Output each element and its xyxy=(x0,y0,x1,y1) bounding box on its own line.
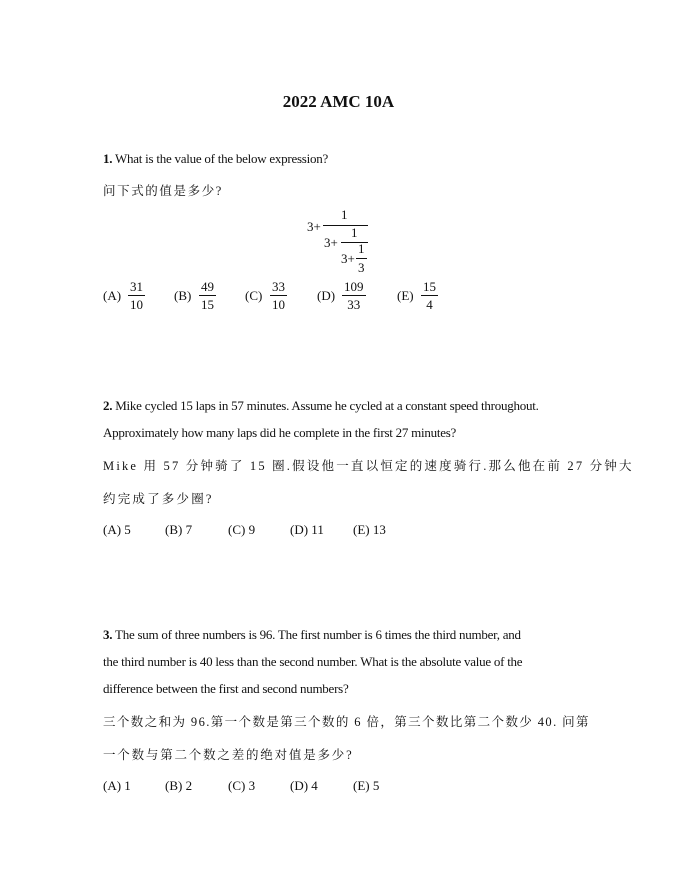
question-2-text-1: Mike cycled 15 laps in 57 minutes. Assume he cycled at a constant speed throughout. xyxy=(115,398,539,413)
choice-e-fraction xyxy=(421,280,438,311)
q2-choice-d: (D) 11 xyxy=(290,522,324,537)
choice-c-numerator: 33 xyxy=(272,279,285,294)
cf-denominator-3: 3 xyxy=(358,260,365,275)
choice-c-denominator: 10 xyxy=(272,297,285,312)
cf-numerator-2: 1 xyxy=(351,225,358,240)
q2-choice-b: (B) 7 xyxy=(165,522,193,537)
question-3-number: 3. xyxy=(103,627,113,642)
choice-b-numerator: 49 xyxy=(201,279,214,294)
question-3-line-2: the third number is 40 less than the second number. What is the absolute value of the xyxy=(103,654,523,669)
choice-d-numerator: 109 xyxy=(344,279,364,294)
choice-d-fraction xyxy=(342,280,366,311)
choice-e-label: (E) xyxy=(397,288,414,303)
choice-a-denominator: 10 xyxy=(130,297,143,312)
q3-choice-e: (E) 5 xyxy=(353,778,380,793)
q2-choice-a: (A) 5 xyxy=(103,522,131,537)
question-1-text xyxy=(103,151,328,167)
choice-c-fraction xyxy=(270,280,287,311)
choice-b-denominator: 15 xyxy=(201,297,214,312)
choice-b-label: (B) xyxy=(174,288,192,303)
cf-bar-3 xyxy=(356,258,367,259)
choice-b-fraction xyxy=(199,280,216,311)
cf-term-2: 3+ xyxy=(324,235,338,250)
question-1-number: 1. xyxy=(103,151,113,166)
q3-choice-b: (B) 2 xyxy=(165,778,193,793)
question-3-line-1 xyxy=(103,627,521,643)
choice-c-label: (C) xyxy=(245,288,263,303)
cf-bar-1 xyxy=(323,225,368,226)
choice-d-denominator: 33 xyxy=(347,297,361,312)
question-2-chinese-2: 约完成了多少圈? xyxy=(103,492,214,506)
choice-e-numerator: 15 xyxy=(423,279,436,294)
choice-a-label: (A) xyxy=(103,288,122,303)
cf-term-1: 3+ xyxy=(307,219,321,234)
question-3-chinese-1: 三个数之和为 96.第一个数是第三个数的 6 倍，第三个数比第二个数少 40. 问第 xyxy=(103,715,590,729)
page-title: 2022 AMC 10A xyxy=(282,92,395,111)
cf-numerator-3: 1 xyxy=(358,241,365,256)
choice-a-fraction xyxy=(128,280,145,311)
question-3-text-1: The sum of three numbers is 96. The first number is 6 times the third number, and xyxy=(115,627,521,642)
q3-choice-a: (A) 1 xyxy=(103,778,131,793)
choice-e-denominator: 4 xyxy=(426,297,433,312)
question-1-chinese: 问下式的值是多少? xyxy=(103,184,223,198)
cf-numerator-1: 1 xyxy=(341,207,348,222)
q2-choice-c: (C) 9 xyxy=(228,522,256,537)
question-2-number: 2. xyxy=(103,398,113,413)
question-2-line-2: Approximately how many laps did he complete in the first 27 minutes? xyxy=(103,425,457,440)
question-3-chinese-2: 一个数与第二个数之差的绝对值是多少? xyxy=(103,748,354,762)
question-2-chinese-1: Mike 用 57 分钟骑了 15 圈.假设他一直以恒定的速度骑行.那么他在前 27 分钟大 xyxy=(103,459,634,473)
question-2-line-1 xyxy=(103,398,539,414)
question-1-prompt: What is the value of the below expression? xyxy=(115,151,328,166)
q3-choice-c: (C) 3 xyxy=(228,778,256,793)
cf-term-3: 3+ xyxy=(341,251,355,266)
choice-a-numerator: 31 xyxy=(130,279,143,294)
q2-choice-e: (E) 13 xyxy=(353,522,386,537)
q3-choice-d: (D) 4 xyxy=(290,778,318,793)
choice-d-label: (D) xyxy=(317,288,336,303)
question-3-line-3: difference between the first and second numbers? xyxy=(103,681,349,696)
